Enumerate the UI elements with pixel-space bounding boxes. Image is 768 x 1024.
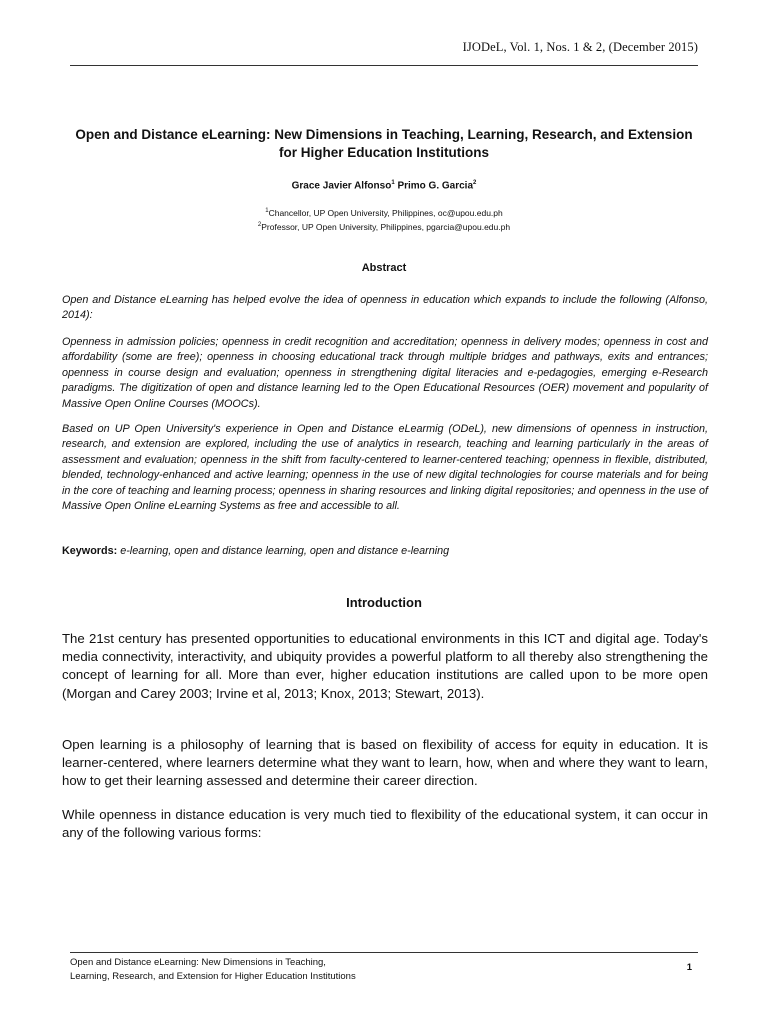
author-list [60, 180, 708, 191]
title-line-2: for Higher Education Institutions [279, 145, 489, 160]
footer-line-2: Learning, Research, and Extension for Higher Education Institutions [70, 971, 356, 982]
affiliation-2-superscript: 2 [257, 222, 262, 229]
affiliation-2 [60, 222, 708, 232]
introduction-paragraph-3: While openness in distance education is very much tied to flexibility of the educational system, it can occur in any of the following various forms: [62, 807, 708, 841]
page-number: 1 [686, 962, 692, 973]
keywords-text: e-learning, open and distance learning, open and distance e-learning [117, 545, 450, 557]
affiliation-1 [60, 208, 708, 218]
introduction-paragraph-1: The 21st century has presented opportunities to educational environments in this ICT and digital age. Today's media connectivity, interactivity, and ubiquity provides a powerful platform to all thereby also strengthening the concept of learning for all. More than ever, higher education institutions are called upon to be more open (Morgan and Carey 2003; Irvine et al, 2013; Knox, 2013; Stewart, 2013). [62, 631, 708, 701]
introduction-heading: Introduction [346, 595, 422, 610]
footer-title [70, 956, 490, 984]
abstract-paragraph-2: Openness in admission policies; openness in credit recognition and accreditation; openness in delivery modes; openness in cost and affordability (some are free); openness in choosing educational track through multiple bridges and pathways, exits and entrances; openness in course design and evaluation; openness in strengthening digital literacies and e-pedagogies, emerging e-Research paradigms. The digitization of open and distance learning led to the Open Educational Resources (OER) movement and popularity of Massive Open Online Courses (MOOCs). [62, 336, 708, 410]
footer-divider [70, 952, 698, 953]
abstract-paragraph-3: Based on UP Open University's experience in Open and Distance eLearmig (ODeL), new dimensions of openness in instruction, research, and extension are explored, including the use of analytics in research, teaching and learning particularly in the areas of assessment and evaluation; openness in the shift from faculty-centered to learner-centered teaching; openness in flexible, distributed, blended, technology-enhanced and active learning; openness in the use of new digital technologies for course materials and for being in the core of teaching and learning process; openness in sharing resources and linking digital repositories; and openness in the use of Massive Open Online eLearning Systems as free and accessible to all. [62, 423, 708, 513]
author-2: Primo G. Garcia [397, 180, 474, 192]
abstract-heading: Abstract [361, 262, 407, 274]
keywords-label: Keywords: [62, 545, 118, 557]
affiliation-2-text: Professor, UP Open University, Philippines, pgarcia@upou.edu.ph [261, 222, 511, 232]
footer-line-1: Open and Distance eLearning: New Dimensions in Teaching, [70, 957, 326, 968]
abstract-paragraph-1: Open and Distance eLearning has helped evolve the idea of openness in education which expands to include the following (Alfonso, 2014): [62, 294, 708, 322]
author-1-superscript: 1 [391, 180, 395, 186]
header-divider [70, 65, 698, 66]
affiliation-1-superscript: 1 [265, 208, 269, 215]
running-head: IJODeL, Vol. 1, Nos. 1 & 2, (December 2015) [462, 40, 698, 54]
title-line-1: Open and Distance eLearning: New Dimensions in Teaching, Learning, Research, and Extension [75, 127, 693, 142]
author-1: Grace Javier Alfonso [291, 180, 392, 192]
introduction-paragraph-2: Open learning is a philosophy of learning that is based on flexibility of access for equity in education. It is learner-centered, where learners determine what they want to learn, how, when and where they want to learn, how to get their learning assessed and determine their career direction. [62, 737, 708, 789]
keywords [62, 545, 708, 557]
author-2-superscript: 2 [473, 180, 477, 186]
paper-title [60, 126, 708, 162]
affiliation-1-text: Chancellor, UP Open University, Philippines, oc@upou.edu.ph [268, 208, 503, 218]
